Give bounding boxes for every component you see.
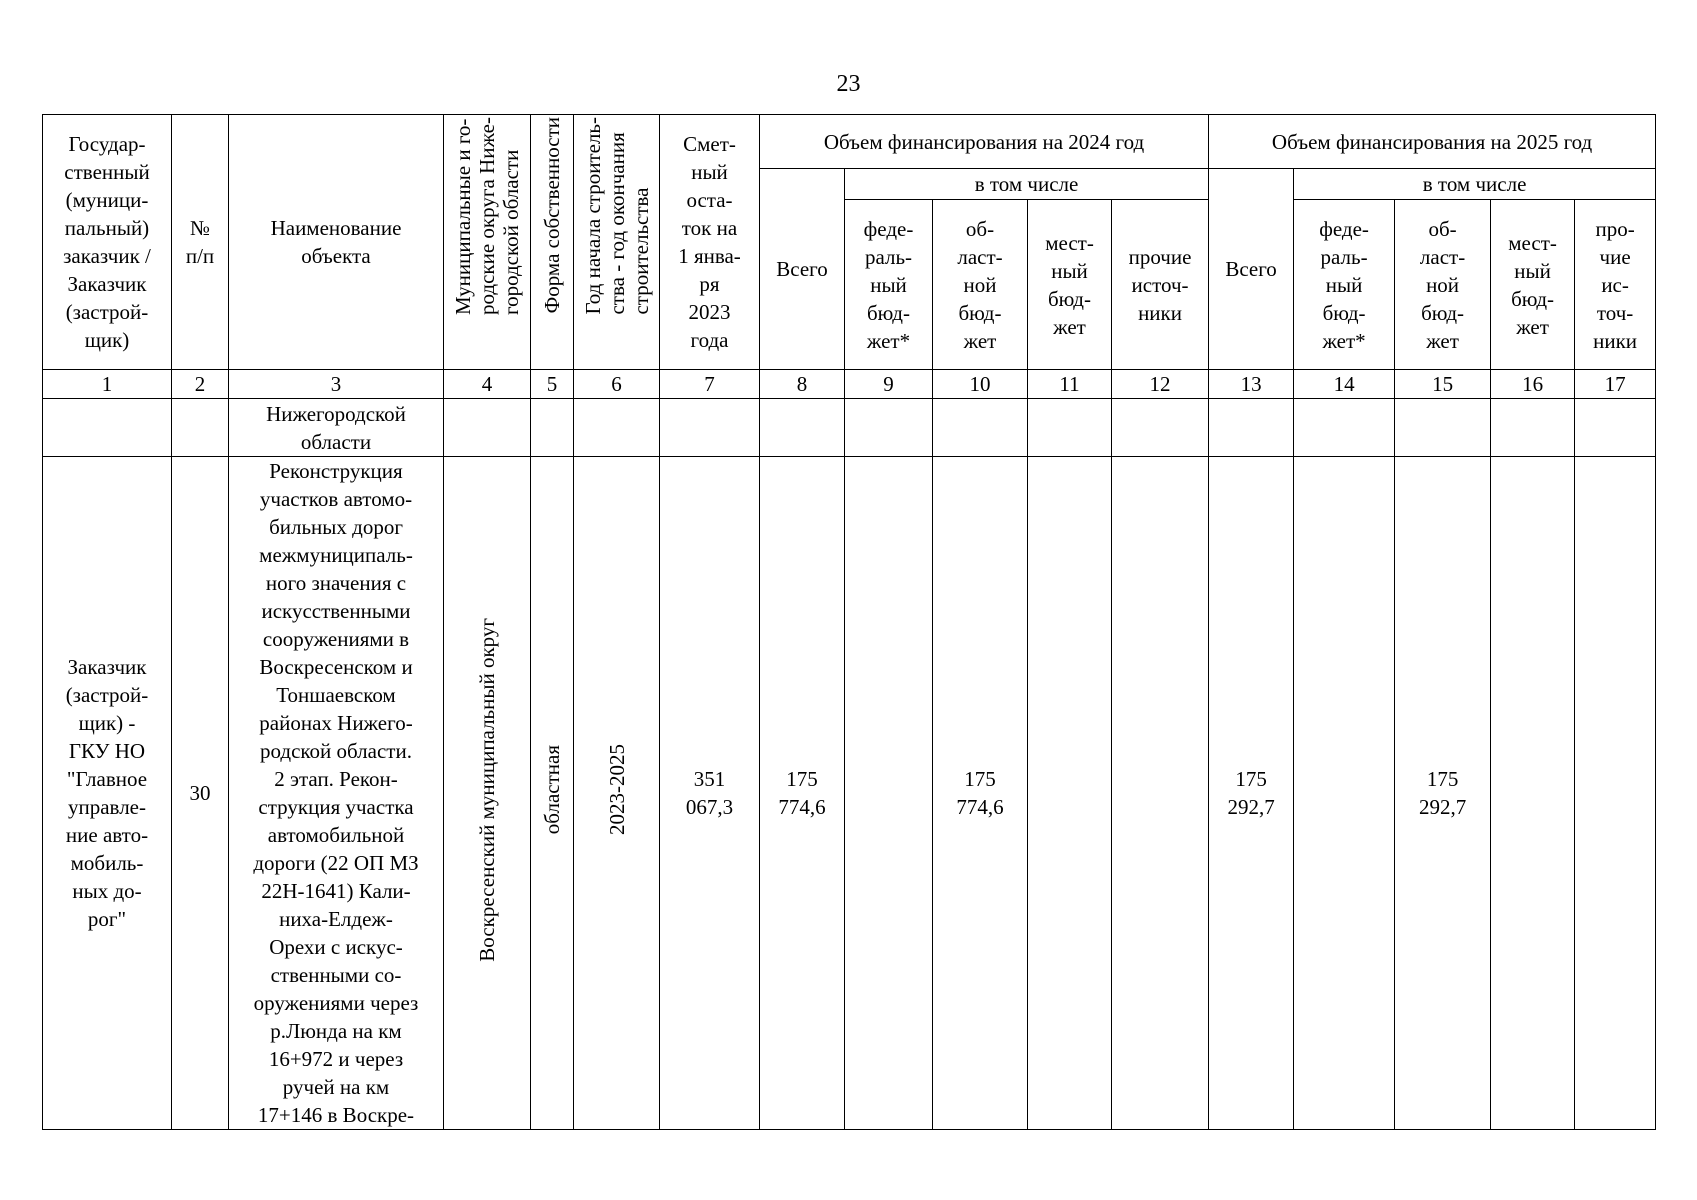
- header-customer: Государ- ственный (муници- пальный) заказчик / Заказчик (застрой- щик): [43, 115, 172, 370]
- column-number: 2: [172, 370, 229, 399]
- cell-estimate: 351 067,3: [660, 457, 760, 1130]
- cell-customer: [43, 399, 172, 457]
- header-regional-2025: об- ласт- ной бюд- жет: [1395, 200, 1491, 370]
- header-object-name: Наименование объекта: [229, 115, 444, 370]
- cell-estimate: [660, 399, 760, 457]
- column-number: 1: [43, 370, 172, 399]
- column-number: 11: [1028, 370, 1112, 399]
- header-years: [574, 115, 660, 370]
- header-estimate: Смет- ный оста- ток на 1 янва- ря 2023 года: [660, 115, 760, 370]
- cell-num: [172, 399, 229, 457]
- header-ownership-text: Форма собственности: [540, 117, 564, 314]
- header-fin-2024: Объем финансирования на 2024 год: [760, 115, 1209, 169]
- header-federal-2025: феде- раль- ный бюд- жет*: [1294, 200, 1395, 370]
- cell-total-2024: [760, 399, 845, 457]
- cell-other-2025: [1575, 457, 1656, 1130]
- cell-municipality-text: Воскресенский муниципальный округ: [475, 617, 499, 962]
- cell-years-text: 2023-2025: [604, 744, 629, 835]
- cell-other-2025: [1575, 399, 1656, 457]
- financing-table: [42, 114, 1656, 1130]
- cell-federal-2024: [845, 457, 933, 1130]
- cell-federal-2025: [1294, 457, 1395, 1130]
- cell-municipality: [444, 399, 531, 457]
- header-other-2025: про- чие ис- точ- ники: [1575, 200, 1656, 370]
- column-number: 8: [760, 370, 845, 399]
- cell-customer: Заказчик (застрой- щик) - ГКУ НО "Главное управле- ние авто- мобиль- ных до- рог": [43, 457, 172, 1130]
- cell-other-2024: [1112, 457, 1209, 1130]
- cell-regional-2025: [1395, 399, 1491, 457]
- cell-local-2024: [1028, 399, 1112, 457]
- header-municipality: [444, 115, 531, 370]
- header-ownership: [531, 115, 574, 370]
- header-row-1: [43, 115, 1656, 169]
- header-including-2025: в том числе: [1294, 169, 1656, 200]
- header-municipality-text: Муниципальные и го- родские округа Ниже- городской области: [451, 117, 523, 315]
- cell-regional-2025: 175 292,7: [1395, 457, 1491, 1130]
- column-number: 4: [444, 370, 531, 399]
- table-row: [43, 457, 1656, 1130]
- cell-total-2024: 175 774,6: [760, 457, 845, 1130]
- column-number: 10: [933, 370, 1028, 399]
- cell-ownership-text: областная: [540, 744, 564, 835]
- cell-regional-2024: 175 774,6: [933, 457, 1028, 1130]
- column-number: 12: [1112, 370, 1209, 399]
- column-number: 6: [574, 370, 660, 399]
- column-number: 15: [1395, 370, 1491, 399]
- cell-total-2025: 175 292,7: [1209, 457, 1294, 1130]
- cell-ownership: [531, 457, 574, 1130]
- header-total-2024: Всего: [760, 169, 845, 370]
- cell-municipality: [444, 457, 531, 1130]
- column-number: 17: [1575, 370, 1656, 399]
- cell-name: Реконструкция участков автомо- бильных дорог межмуниципаль- ного значения с искусственными сооружениями в Воскресенском и Тоншаевском районах Нижего- родской области. 2 этап. Рекон- струкция участка автомобильной дороги (22 ОП МЗ 22Н-1641) Кали- ниха-Елдеж- Орехи с искус- ственными со- оружениями через р.Люнда на км 16+972 и через ручей на км 17+146 в Воскре-: [229, 457, 444, 1130]
- cell-total-2025: [1209, 399, 1294, 457]
- cell-local-2024: [1028, 457, 1112, 1130]
- cell-federal-2024: [845, 399, 933, 457]
- cell-local-2025: [1491, 457, 1575, 1130]
- table-row: [43, 399, 1656, 457]
- cell-name: Нижегородской области: [229, 399, 444, 457]
- header-local-2025: мест- ный бюд- жет: [1491, 200, 1575, 370]
- cell-years: [574, 399, 660, 457]
- header-total-2025: Всего: [1209, 169, 1294, 370]
- column-number: 14: [1294, 370, 1395, 399]
- cell-federal-2025: [1294, 399, 1395, 457]
- header-federal-2024: феде- раль- ный бюд- жет*: [845, 200, 933, 370]
- header-local-2024: мест- ный бюд- жет: [1028, 200, 1112, 370]
- column-number: 9: [845, 370, 933, 399]
- page-number: 23: [836, 71, 861, 97]
- cell-other-2024: [1112, 399, 1209, 457]
- column-number: 16: [1491, 370, 1575, 399]
- header-including-2024: в том числе: [845, 169, 1209, 200]
- header-num: № п/п: [172, 115, 229, 370]
- header-other-2024: прочие источ- ники: [1112, 200, 1209, 370]
- header-years-text: Год начала строитель- ства - год окончания строительства: [580, 117, 653, 315]
- header-regional-2024: об- ласт- ной бюд- жет: [933, 200, 1028, 370]
- column-number: 3: [229, 370, 444, 399]
- cell-years: [574, 457, 660, 1130]
- cell-local-2025: [1491, 399, 1575, 457]
- header-fin-2025: Объем финансирования на 2025 год: [1209, 115, 1656, 169]
- column-numbers-row: [43, 370, 1656, 399]
- column-number: 13: [1209, 370, 1294, 399]
- cell-num: 30: [172, 457, 229, 1130]
- cell-ownership: [531, 399, 574, 457]
- cell-regional-2024: [933, 399, 1028, 457]
- column-number: 5: [531, 370, 574, 399]
- column-number: 7: [660, 370, 760, 399]
